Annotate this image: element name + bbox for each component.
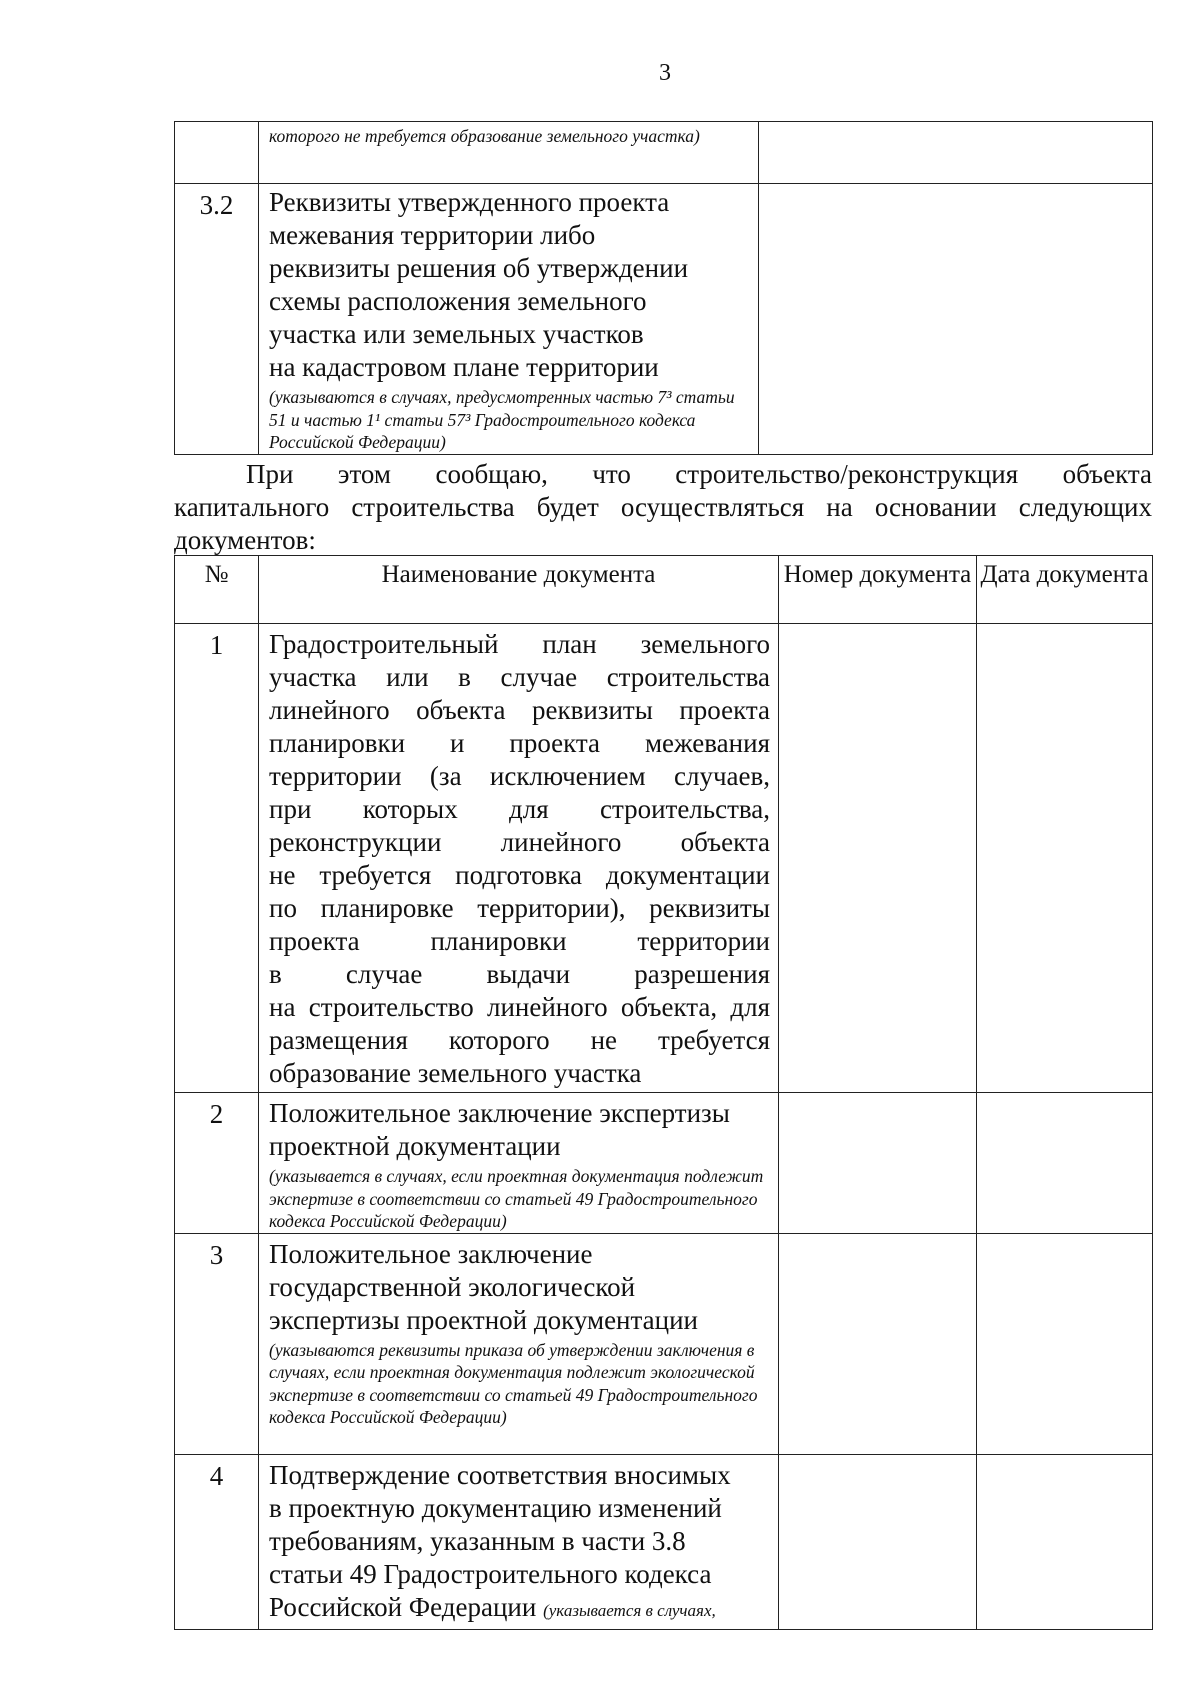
intro-paragraph <box>174 458 1152 557</box>
table-cell-value <box>779 1233 977 1454</box>
footnote-inline: (указывается в случаях, <box>543 1600 716 1620</box>
footnote-text: (указывается в случаях, если проектная документация подлежит экспертизе в соответствии со статьей 49 Градостроительного кодекса Российской Федерации) <box>269 1166 764 1231</box>
text-line-part: Российской Федерации <box>269 1591 537 1622</box>
row-number: 1 <box>175 624 259 1093</box>
table-cell-name <box>259 1454 779 1629</box>
text-line: территории (за исключением случаев, <box>269 761 770 791</box>
table-cell-name <box>259 624 779 1093</box>
paragraph-line: При этом сообщаю, что строительство/реконструкция объекта <box>246 459 1152 489</box>
table-cell-name <box>259 184 759 455</box>
table-row <box>175 1233 1153 1454</box>
table-row <box>175 1093 1153 1234</box>
documents-table <box>174 555 1153 1630</box>
text-line: проектной документации <box>269 1131 561 1161</box>
text-line: по планировке территории), реквизиты <box>269 893 770 923</box>
text-line: экспертизы проектной документации <box>269 1304 698 1335</box>
text-line: государственной экологической <box>269 1271 636 1302</box>
text-line <box>269 1591 770 1627</box>
text-line: схемы расположения земельного <box>269 286 647 316</box>
table-header-row <box>175 556 1153 624</box>
header-num: № <box>175 556 259 624</box>
table-row <box>175 122 1153 184</box>
table-cell-value <box>779 1454 977 1629</box>
text-line: Положительное заключение <box>269 1238 593 1269</box>
text-line: Подтверждение соответствия вносимых <box>269 1459 731 1490</box>
text-line: Положительное заключение экспертизы <box>269 1098 730 1128</box>
text-line: размещения которого не требуется <box>269 1025 770 1055</box>
page-number: 3 <box>659 60 671 86</box>
table-cell-name <box>259 122 759 184</box>
text-line: планировки и проекта межевания <box>269 728 770 758</box>
table-cell-value <box>977 624 1153 1093</box>
row-number: 2 <box>175 1093 259 1234</box>
table-cell-name <box>259 1093 779 1234</box>
header-doc-date: Дата документа <box>977 556 1153 624</box>
table-row <box>175 1454 1153 1629</box>
text-line: линейного объекта реквизиты проекта <box>269 695 770 725</box>
table-cell-value <box>977 1093 1153 1234</box>
text-line: Градостроительный план земельного <box>269 629 770 659</box>
text-line: Реквизиты утвержденного проекта <box>269 187 670 217</box>
table-cell-value <box>977 1233 1153 1454</box>
footnote-text: (указываются реквизиты приказа об утверждении заключения в случаях, если проектная документация подлежит экологической экспертизе в соответствии со статьей 49 Градостроительного кодекса Российской Федерации) <box>269 1339 758 1427</box>
text-line: участка или земельных участков <box>269 319 644 349</box>
text-line: образование земельного участка <box>269 1058 642 1088</box>
table-cell-value <box>779 1093 977 1234</box>
table-cell-value <box>779 624 977 1093</box>
text-line: требованиям, указанным в части 3.8 <box>269 1525 686 1556</box>
table-cell-value <box>759 184 1153 455</box>
text-line: на кадастровом плане территории <box>269 352 659 382</box>
table-cell-name <box>259 1233 779 1454</box>
text-line: не требуется подготовка документации <box>269 860 770 890</box>
table-cell-value <box>759 122 1153 184</box>
continued-note: которого не требуется образование земельного участка) <box>269 126 700 146</box>
footnote-text: (указываются в случаях, предусмотренных частью 7³ статьи 51 и частью 1¹ статьи 57³ Градостроительного кодекса Российской Федерации) <box>269 387 735 452</box>
text-line: реконструкции линейного объекта <box>269 827 770 857</box>
text-line: межевания территории либо <box>269 220 596 250</box>
paragraph-line: капитального строительства будет осуществляться на основании следующих <box>174 492 1152 522</box>
text-line: на строительство линейного объекта, для <box>269 992 770 1022</box>
header-doc-name: Наименование документа <box>259 556 779 624</box>
text-line: проекта планировки территории <box>269 926 770 956</box>
row-number: 3.2 <box>175 184 259 455</box>
text-line: реквизиты решения об утверждении <box>269 253 689 283</box>
table-row <box>175 184 1153 455</box>
text-line: в проектную документацию изменений <box>269 1492 722 1523</box>
row-number: 4 <box>175 1454 259 1629</box>
header-doc-number: Номер документа <box>779 556 977 624</box>
text-line: в случае выдачи разрешения <box>269 959 770 989</box>
table-row <box>175 624 1153 1093</box>
table-cell-value <box>977 1454 1153 1629</box>
text-line: участка или в случае строительства <box>269 662 770 692</box>
text-line: при которых для строительства, <box>269 794 770 824</box>
paragraph-line: документов: <box>174 525 316 555</box>
table-cell-num <box>175 122 259 184</box>
text-line: статьи 49 Градостроительного кодекса <box>269 1558 712 1589</box>
row-number: 3 <box>175 1233 259 1454</box>
requisites-table <box>174 121 1153 455</box>
